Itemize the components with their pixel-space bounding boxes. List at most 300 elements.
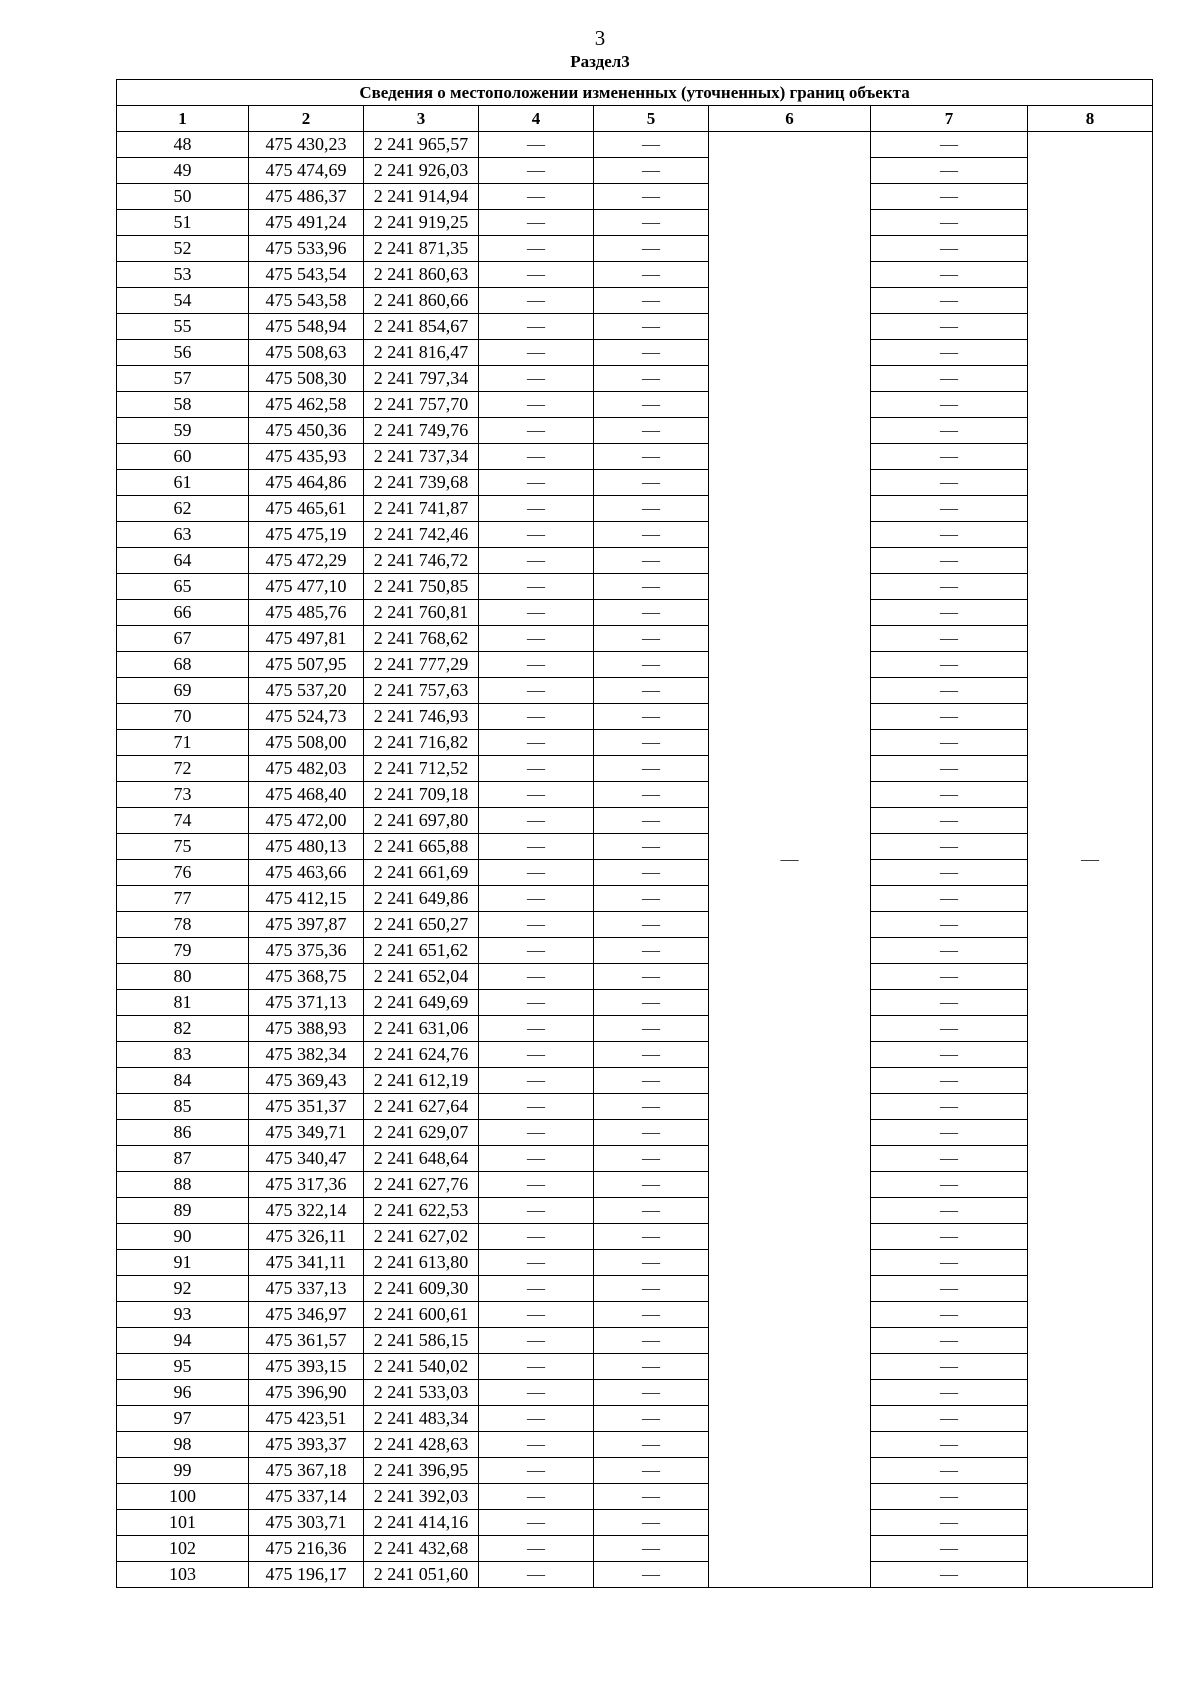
column-7-cell: — [871,860,1028,886]
point-number-cell: 61 [117,470,249,496]
column-5-cell: — [594,964,709,990]
y-coordinate-cell: 2 241 860,63 [364,262,479,288]
column-5-cell: — [594,1094,709,1120]
x-coordinate-cell: 475 468,40 [249,782,364,808]
table-row [117,1068,1153,1094]
column-7-cell: — [871,1406,1028,1432]
column-7-cell: — [871,548,1028,574]
column-header-row [117,106,1153,132]
column-7-cell: — [871,652,1028,678]
column-5-cell: — [594,210,709,236]
point-number-cell: 100 [117,1484,249,1510]
column-4-cell: — [479,1406,594,1432]
point-number-cell: 77 [117,886,249,912]
y-coordinate-cell: 2 241 651,62 [364,938,479,964]
table-row [117,340,1153,366]
table-row [117,912,1153,938]
column-7-cell: — [871,730,1028,756]
table-row [117,834,1153,860]
x-coordinate-cell: 475 485,76 [249,600,364,626]
table-row [117,184,1153,210]
column-4-cell: — [479,1250,594,1276]
column-5-cell: — [594,1198,709,1224]
point-number-cell: 91 [117,1250,249,1276]
point-number-cell: 72 [117,756,249,782]
point-number-cell: 85 [117,1094,249,1120]
column-4-cell: — [479,808,594,834]
x-coordinate-cell: 475 491,24 [249,210,364,236]
point-number-cell: 93 [117,1302,249,1328]
column-4-cell: — [479,1068,594,1094]
table-row [117,288,1153,314]
y-coordinate-cell: 2 241 428,63 [364,1432,479,1458]
point-number-cell: 78 [117,912,249,938]
column-7-cell: — [871,1094,1028,1120]
x-coordinate-cell: 475 322,14 [249,1198,364,1224]
x-coordinate-cell: 475 341,11 [249,1250,364,1276]
column-4-cell: — [479,340,594,366]
x-coordinate-cell: 475 423,51 [249,1406,364,1432]
table-row [117,1562,1153,1588]
y-coordinate-cell: 2 241 652,04 [364,964,479,990]
column-7-cell: — [871,392,1028,418]
x-coordinate-cell: 475 543,58 [249,288,364,314]
table-row [117,938,1153,964]
column-4-cell: — [479,600,594,626]
y-coordinate-cell: 2 241 965,57 [364,132,479,158]
column-5-cell: — [594,158,709,184]
column-5-cell: — [594,418,709,444]
x-coordinate-cell: 475 351,37 [249,1094,364,1120]
column-4-cell: — [479,1016,594,1042]
column-4-cell: — [479,1380,594,1406]
y-coordinate-cell: 2 241 627,02 [364,1224,479,1250]
y-coordinate-cell: 2 241 860,66 [364,288,479,314]
table-row [117,1510,1153,1536]
x-coordinate-cell: 475 477,10 [249,574,364,600]
point-number-cell: 102 [117,1536,249,1562]
point-number-cell: 48 [117,132,249,158]
y-coordinate-cell: 2 241 627,64 [364,1094,479,1120]
point-number-cell: 92 [117,1276,249,1302]
point-number-cell: 67 [117,626,249,652]
table-row [117,1042,1153,1068]
point-number-cell: 55 [117,314,249,340]
column-7-cell: — [871,938,1028,964]
table-row [117,782,1153,808]
column-4-cell: — [479,132,594,158]
point-number-cell: 75 [117,834,249,860]
y-coordinate-cell: 2 241 914,94 [364,184,479,210]
column-7-cell: — [871,626,1028,652]
table-row [117,600,1153,626]
column-7-cell: — [871,1354,1028,1380]
column-5-cell: — [594,522,709,548]
table-row [117,496,1153,522]
column-5-cell: — [594,1484,709,1510]
x-coordinate-cell: 475 393,37 [249,1432,364,1458]
table-caption-row [117,80,1153,106]
x-coordinate-cell: 475 524,73 [249,704,364,730]
point-number-cell: 70 [117,704,249,730]
column-4-cell: — [479,1354,594,1380]
column-5-cell: — [594,1146,709,1172]
x-coordinate-cell: 475 435,93 [249,444,364,470]
column-7-cell: — [871,340,1028,366]
point-number-cell: 68 [117,652,249,678]
y-coordinate-cell: 2 241 051,60 [364,1562,479,1588]
x-coordinate-cell: 475 382,34 [249,1042,364,1068]
column-header: 1 [117,106,249,132]
column-4-cell: — [479,912,594,938]
column-7-cell: — [871,236,1028,262]
y-coordinate-cell: 2 241 609,30 [364,1276,479,1302]
column-4-cell: — [479,210,594,236]
column-5-cell: — [594,314,709,340]
x-coordinate-cell: 475 507,95 [249,652,364,678]
column-7-cell: — [871,158,1028,184]
column-header: 3 [364,106,479,132]
point-number-cell: 60 [117,444,249,470]
column-header: 6 [709,106,871,132]
column-5-cell: — [594,704,709,730]
column-4-cell: — [479,158,594,184]
x-coordinate-cell: 475 430,23 [249,132,364,158]
point-number-cell: 64 [117,548,249,574]
point-number-cell: 86 [117,1120,249,1146]
column-4-cell: — [479,262,594,288]
column-5-cell: — [594,1042,709,1068]
column-4-cell: — [479,1510,594,1536]
column-4-cell: — [479,184,594,210]
column-5-cell: — [594,548,709,574]
column-7-cell: — [871,470,1028,496]
column-8-merged-cell: — [1028,132,1153,1588]
column-4-cell: — [479,782,594,808]
table-row [117,1250,1153,1276]
y-coordinate-cell: 2 241 414,16 [364,1510,479,1536]
point-number-cell: 69 [117,678,249,704]
column-5-cell: — [594,1120,709,1146]
column-4-cell: — [479,1302,594,1328]
column-header: 4 [479,106,594,132]
x-coordinate-cell: 475 337,13 [249,1276,364,1302]
column-5-cell: — [594,990,709,1016]
column-5-cell: — [594,912,709,938]
column-7-cell: — [871,912,1028,938]
column-7-cell: — [871,1432,1028,1458]
column-5-cell: — [594,1172,709,1198]
point-number-cell: 88 [117,1172,249,1198]
column-7-cell: — [871,1458,1028,1484]
y-coordinate-cell: 2 241 622,53 [364,1198,479,1224]
column-5-cell: — [594,366,709,392]
x-coordinate-cell: 475 337,14 [249,1484,364,1510]
table-row [117,860,1153,886]
y-coordinate-cell: 2 241 854,67 [364,314,479,340]
point-number-cell: 66 [117,600,249,626]
column-5-cell: — [594,678,709,704]
x-coordinate-cell: 475 369,43 [249,1068,364,1094]
column-4-cell: — [479,1484,594,1510]
column-4-cell: — [479,990,594,1016]
column-7-cell: — [871,1016,1028,1042]
point-number-cell: 52 [117,236,249,262]
column-header: 2 [249,106,364,132]
column-7-cell: — [871,1172,1028,1198]
y-coordinate-cell: 2 241 627,76 [364,1172,479,1198]
x-coordinate-cell: 475 346,97 [249,1302,364,1328]
column-5-cell: — [594,886,709,912]
column-4-cell: — [479,522,594,548]
x-coordinate-cell: 475 388,93 [249,1016,364,1042]
column-7-cell: — [871,1328,1028,1354]
y-coordinate-cell: 2 241 760,81 [364,600,479,626]
column-5-cell: — [594,756,709,782]
column-4-cell: — [479,704,594,730]
column-7-cell: — [871,496,1028,522]
column-5-cell: — [594,1536,709,1562]
table-row [117,548,1153,574]
column-5-cell: — [594,1458,709,1484]
y-coordinate-cell: 2 241 697,80 [364,808,479,834]
y-coordinate-cell: 2 241 797,34 [364,366,479,392]
column-4-cell: — [479,1198,594,1224]
table-row [117,730,1153,756]
column-5-cell: — [594,730,709,756]
x-coordinate-cell: 475 464,86 [249,470,364,496]
table-row [117,678,1153,704]
point-number-cell: 99 [117,1458,249,1484]
point-number-cell: 94 [117,1328,249,1354]
column-4-cell: — [479,1094,594,1120]
point-number-cell: 49 [117,158,249,184]
table-row [117,392,1153,418]
table-row [117,158,1153,184]
column-7-cell: — [871,704,1028,730]
x-coordinate-cell: 475 361,57 [249,1328,364,1354]
y-coordinate-cell: 2 241 586,15 [364,1328,479,1354]
column-4-cell: — [479,1120,594,1146]
point-number-cell: 53 [117,262,249,288]
table-row [117,1328,1153,1354]
x-coordinate-cell: 475 216,36 [249,1536,364,1562]
y-coordinate-cell: 2 241 768,62 [364,626,479,652]
table-row [117,574,1153,600]
table-row [117,470,1153,496]
y-coordinate-cell: 2 241 746,72 [364,548,479,574]
y-coordinate-cell: 2 241 396,95 [364,1458,479,1484]
y-coordinate-cell: 2 241 746,93 [364,704,479,730]
column-4-cell: — [479,730,594,756]
table-row [117,210,1153,236]
column-4-cell: — [479,288,594,314]
table-row [117,990,1153,1016]
y-coordinate-cell: 2 241 757,63 [364,678,479,704]
column-4-cell: — [479,496,594,522]
y-coordinate-cell: 2 241 600,61 [364,1302,479,1328]
column-5-cell: — [594,808,709,834]
column-4-cell: — [479,756,594,782]
y-coordinate-cell: 2 241 629,07 [364,1120,479,1146]
table-row [117,132,1153,158]
x-coordinate-cell: 475 465,61 [249,496,364,522]
column-4-cell: — [479,626,594,652]
x-coordinate-cell: 475 340,47 [249,1146,364,1172]
table-row [117,756,1153,782]
column-4-cell: — [479,1042,594,1068]
point-number-cell: 95 [117,1354,249,1380]
x-coordinate-cell: 475 462,58 [249,392,364,418]
point-number-cell: 51 [117,210,249,236]
column-5-cell: — [594,834,709,860]
column-5-cell: — [594,938,709,964]
point-number-cell: 83 [117,1042,249,1068]
column-5-cell: — [594,444,709,470]
point-number-cell: 76 [117,860,249,886]
column-5-cell: — [594,496,709,522]
column-5-cell: — [594,1250,709,1276]
y-coordinate-cell: 2 241 712,52 [364,756,479,782]
column-7-cell: — [871,444,1028,470]
x-coordinate-cell: 475 368,75 [249,964,364,990]
point-number-cell: 87 [117,1146,249,1172]
column-7-cell: — [871,1536,1028,1562]
column-5-cell: — [594,1328,709,1354]
column-4-cell: — [479,314,594,340]
x-coordinate-cell: 475 349,71 [249,1120,364,1146]
table-caption: Сведения о местоположении измененных (уточненных) границ объекта [117,80,1153,106]
column-7-cell: — [871,834,1028,860]
x-coordinate-cell: 475 475,19 [249,522,364,548]
point-number-cell: 62 [117,496,249,522]
column-7-cell: — [871,1198,1028,1224]
x-coordinate-cell: 475 412,15 [249,886,364,912]
point-number-cell: 97 [117,1406,249,1432]
x-coordinate-cell: 475 486,37 [249,184,364,210]
column-7-cell: — [871,756,1028,782]
table-row [117,1458,1153,1484]
column-7-cell: — [871,1562,1028,1588]
column-header: 7 [871,106,1028,132]
column-7-cell: — [871,288,1028,314]
column-7-cell: — [871,1380,1028,1406]
column-4-cell: — [479,366,594,392]
point-number-cell: 79 [117,938,249,964]
x-coordinate-cell: 475 326,11 [249,1224,364,1250]
column-4-cell: — [479,1458,594,1484]
column-4-cell: — [479,1328,594,1354]
column-7-cell: — [871,1068,1028,1094]
column-4-cell: — [479,860,594,886]
column-4-cell: — [479,886,594,912]
point-number-cell: 103 [117,1562,249,1588]
column-7-cell: — [871,522,1028,548]
y-coordinate-cell: 2 241 613,80 [364,1250,479,1276]
column-7-cell: — [871,600,1028,626]
x-coordinate-cell: 475 508,30 [249,366,364,392]
column-5-cell: — [594,652,709,678]
column-header: 8 [1028,106,1153,132]
x-coordinate-cell: 475 393,15 [249,1354,364,1380]
x-coordinate-cell: 475 537,20 [249,678,364,704]
x-coordinate-cell: 475 472,00 [249,808,364,834]
column-5-cell: — [594,1016,709,1042]
column-7-cell: — [871,132,1028,158]
x-coordinate-cell: 475 533,96 [249,236,364,262]
column-7-cell: — [871,366,1028,392]
column-5-cell: — [594,340,709,366]
column-5-cell: — [594,236,709,262]
y-coordinate-cell: 2 241 650,27 [364,912,479,938]
y-coordinate-cell: 2 241 757,70 [364,392,479,418]
column-4-cell: — [479,834,594,860]
x-coordinate-cell: 475 548,94 [249,314,364,340]
point-number-cell: 65 [117,574,249,600]
column-7-cell: — [871,782,1028,808]
table-row [117,808,1153,834]
point-number-cell: 80 [117,964,249,990]
point-number-cell: 96 [117,1380,249,1406]
column-5-cell: — [594,1380,709,1406]
point-number-cell: 56 [117,340,249,366]
y-coordinate-cell: 2 241 749,76 [364,418,479,444]
y-coordinate-cell: 2 241 709,18 [364,782,479,808]
x-coordinate-cell: 475 196,17 [249,1562,364,1588]
column-5-cell: — [594,470,709,496]
y-coordinate-cell: 2 241 665,88 [364,834,479,860]
x-coordinate-cell: 475 480,13 [249,834,364,860]
x-coordinate-cell: 475 463,66 [249,860,364,886]
column-7-cell: — [871,990,1028,1016]
y-coordinate-cell: 2 241 716,82 [364,730,479,756]
y-coordinate-cell: 2 241 737,34 [364,444,479,470]
column-4-cell: — [479,652,594,678]
y-coordinate-cell: 2 241 624,76 [364,1042,479,1068]
column-5-cell: — [594,184,709,210]
column-7-cell: — [871,678,1028,704]
page-number: 3 [594,26,606,50]
table-row [117,626,1153,652]
column-5-cell: — [594,1068,709,1094]
column-4-cell: — [479,1562,594,1588]
table-row [117,652,1153,678]
x-coordinate-cell: 475 543,54 [249,262,364,288]
table-row [117,1432,1153,1458]
column-5-cell: — [594,1276,709,1302]
x-coordinate-cell: 475 482,03 [249,756,364,782]
column-7-cell: — [871,1042,1028,1068]
point-number-cell: 89 [117,1198,249,1224]
point-number-cell: 84 [117,1068,249,1094]
x-coordinate-cell: 475 317,36 [249,1172,364,1198]
column-5-cell: — [594,600,709,626]
column-4-cell: — [479,470,594,496]
y-coordinate-cell: 2 241 648,64 [364,1146,479,1172]
table-row [117,1276,1153,1302]
column-7-cell: — [871,1276,1028,1302]
x-coordinate-cell: 475 371,13 [249,990,364,1016]
x-coordinate-cell: 475 367,18 [249,1458,364,1484]
column-7-cell: — [871,574,1028,600]
column-5-cell: — [594,1406,709,1432]
column-5-cell: — [594,288,709,314]
column-7-cell: — [871,964,1028,990]
column-7-cell: — [871,1510,1028,1536]
boundary-coordinates-table [116,79,1153,1588]
table-row [117,1094,1153,1120]
column-5-cell: — [594,1432,709,1458]
